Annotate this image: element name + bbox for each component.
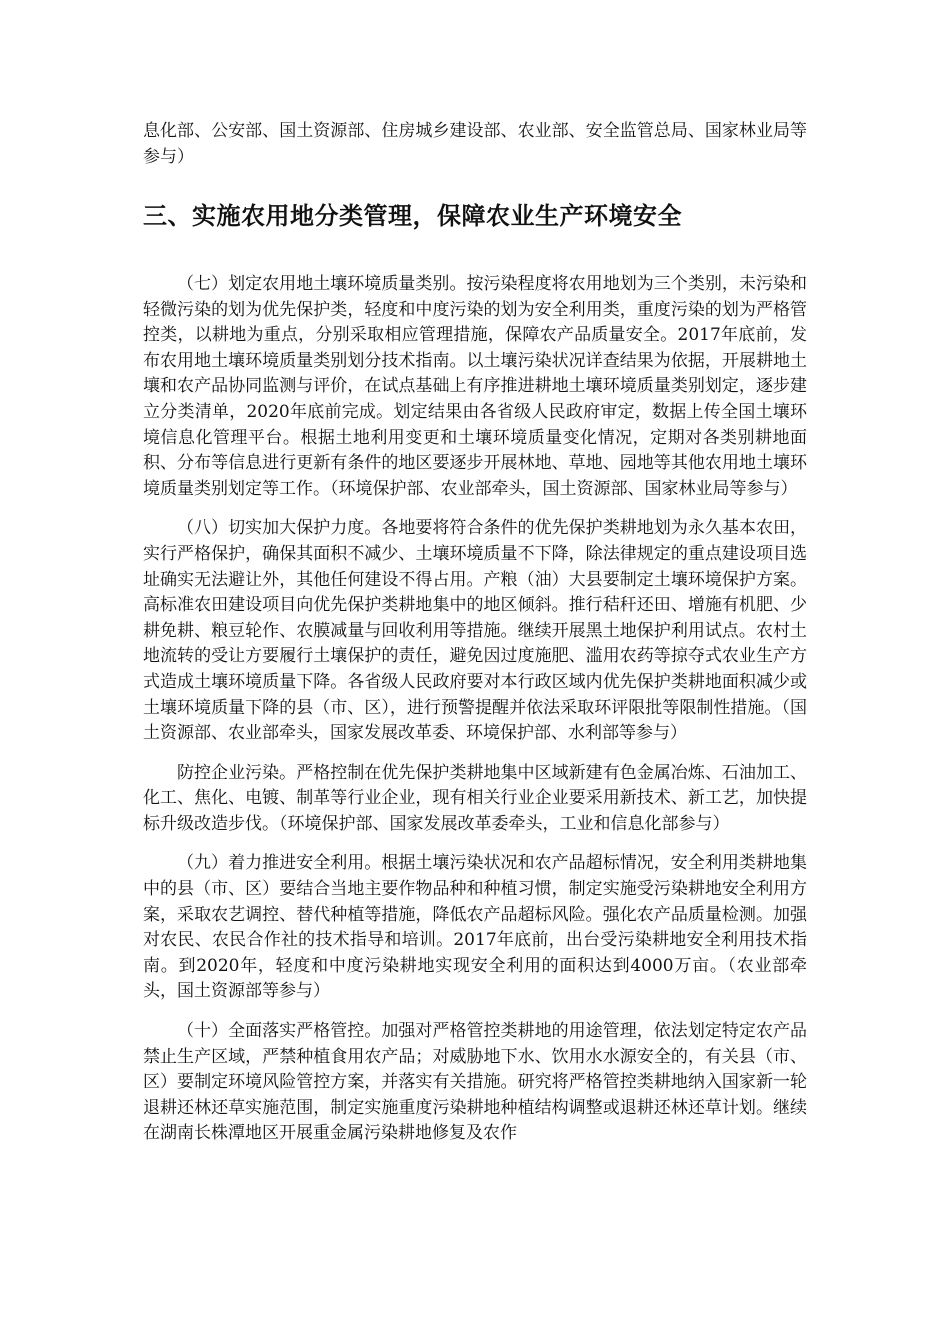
paragraph-9: （九）着力推进安全利用。根据土壤污染状况和农产品超标情况，安全利用类耕地集中的县（市、区）要结合当地主要作物品种和种植习惯，制定实施受污染耕地安全利用方案，采取农艺调控、替代种植等措施，降低农产品超标风险。强化农产品质量检测。加强对农民、农民合作社的技术指导和培训。2017年底前，出台受污染耕地安全利用技术指南。到2020年，轻度和中度污染耕地实现安全利用的面积达到4000万亩。（农业部牵头，国土资源部等参与）: [143, 853, 807, 1002]
section-gap: [143, 232, 807, 272]
paragraph-7: （七）划定农用地土壤环境质量类别。按污染程度将农用地划为三个类别，未污染和轻微污染的划为优先保护类，轻度和中度污染的划为安全利用类，重度污染的划为严格管控类，以耕地为重点，分别采取相应管理措施，保障农产品质量安全。2017年底前，发布农用地土壤环境质量类别划分技术指南。以土壤污染状况详查结果为依据，开展耕地土壤和农产品协同监测与评价，在试点基础上有序推进耕地土壤环境质量类别划定，逐步建立分类清单，2020年底前完成。划定结果由各省级人民政府审定，数据上传全国土壤环境信息化管理平台。根据土地利用变更和土壤环境质量变化情况，定期对各类别耕地面积、分布等信息进行更新有条件的地区要逐步开展林地、草地、园地等其他农用地土壤环境质量类别划定等工作。（环境保护部、农业部牵头，国土资源部、国家林业局等参与）: [143, 274, 807, 499]
intro-fragment: 息化部、公安部、国土资源部、住房城乡建设部、农业部、安全监管总局、国家林业局等参与）: [143, 121, 807, 167]
paragraph-10: （十）全面落实严格管控。加强对严格管控类耕地的用途管理，依法划定特定农产品禁止生产区域，严禁种植食用农产品；对威胁地下水、饮用水水源安全的，有关县（市、区）要制定环境风险管控方案，并落实有关措施。研究将严格管控类耕地纳入国家新一轮退耕还林还草实施范围，制定实施重度污染耕地种植结构调整或退耕还林还草计划。继续在湖南长株潭地区开展重金属污染耕地修复及农作: [143, 1021, 807, 1144]
document-page: [143, 118, 807, 1161]
paragraph-enterprise-pollution: 防控企业污染。严格控制在优先保护类耕地集中区域新建有色金属冶炼、石油加工、化工、焦化、电镀、制革等行业企业，现有相关行业企业要采用新技术、新工艺，加快提标升级改造步伐。（环境保护部、国家发展改革委牵头，工业和信息化部参与）: [143, 762, 807, 834]
paragraph-8: （八）切实加大保护力度。各地要将符合条件的优先保护类耕地划为永久基本农田，实行严格保护，确保其面积不减少、土壤环境质量不下降，除法律规定的重点建设项目选址确实无法避让外，其他任何建设不得占用。产粮（油）大县要制定土壤环境保护方案。高标准农田建设项目向优先保护类耕地集中的地区倾斜。推行秸秆还田、增施有机肥、少耕免耕、粮豆轮作、农膜减量与回收利用等措施。继续开展黑土地保护利用试点。农村土地流转的受让方要履行土壤保护的责任，避免因过度施肥、滥用农药等掠夺式农业生产方式造成土壤环境质量下降。各省级人民政府要对本行政区域内优先保护类耕地面积减少或土壤环境质量下降的县（市、区），进行预警提醒并依法采取环评限批等限制性措施。（国土资源部、农业部牵头，国家发展改革委、环境保护部、水利部等参与）: [143, 518, 807, 744]
section-heading: 三、实施农用地分类管理，保障农业生产环境安全: [143, 202, 682, 230]
